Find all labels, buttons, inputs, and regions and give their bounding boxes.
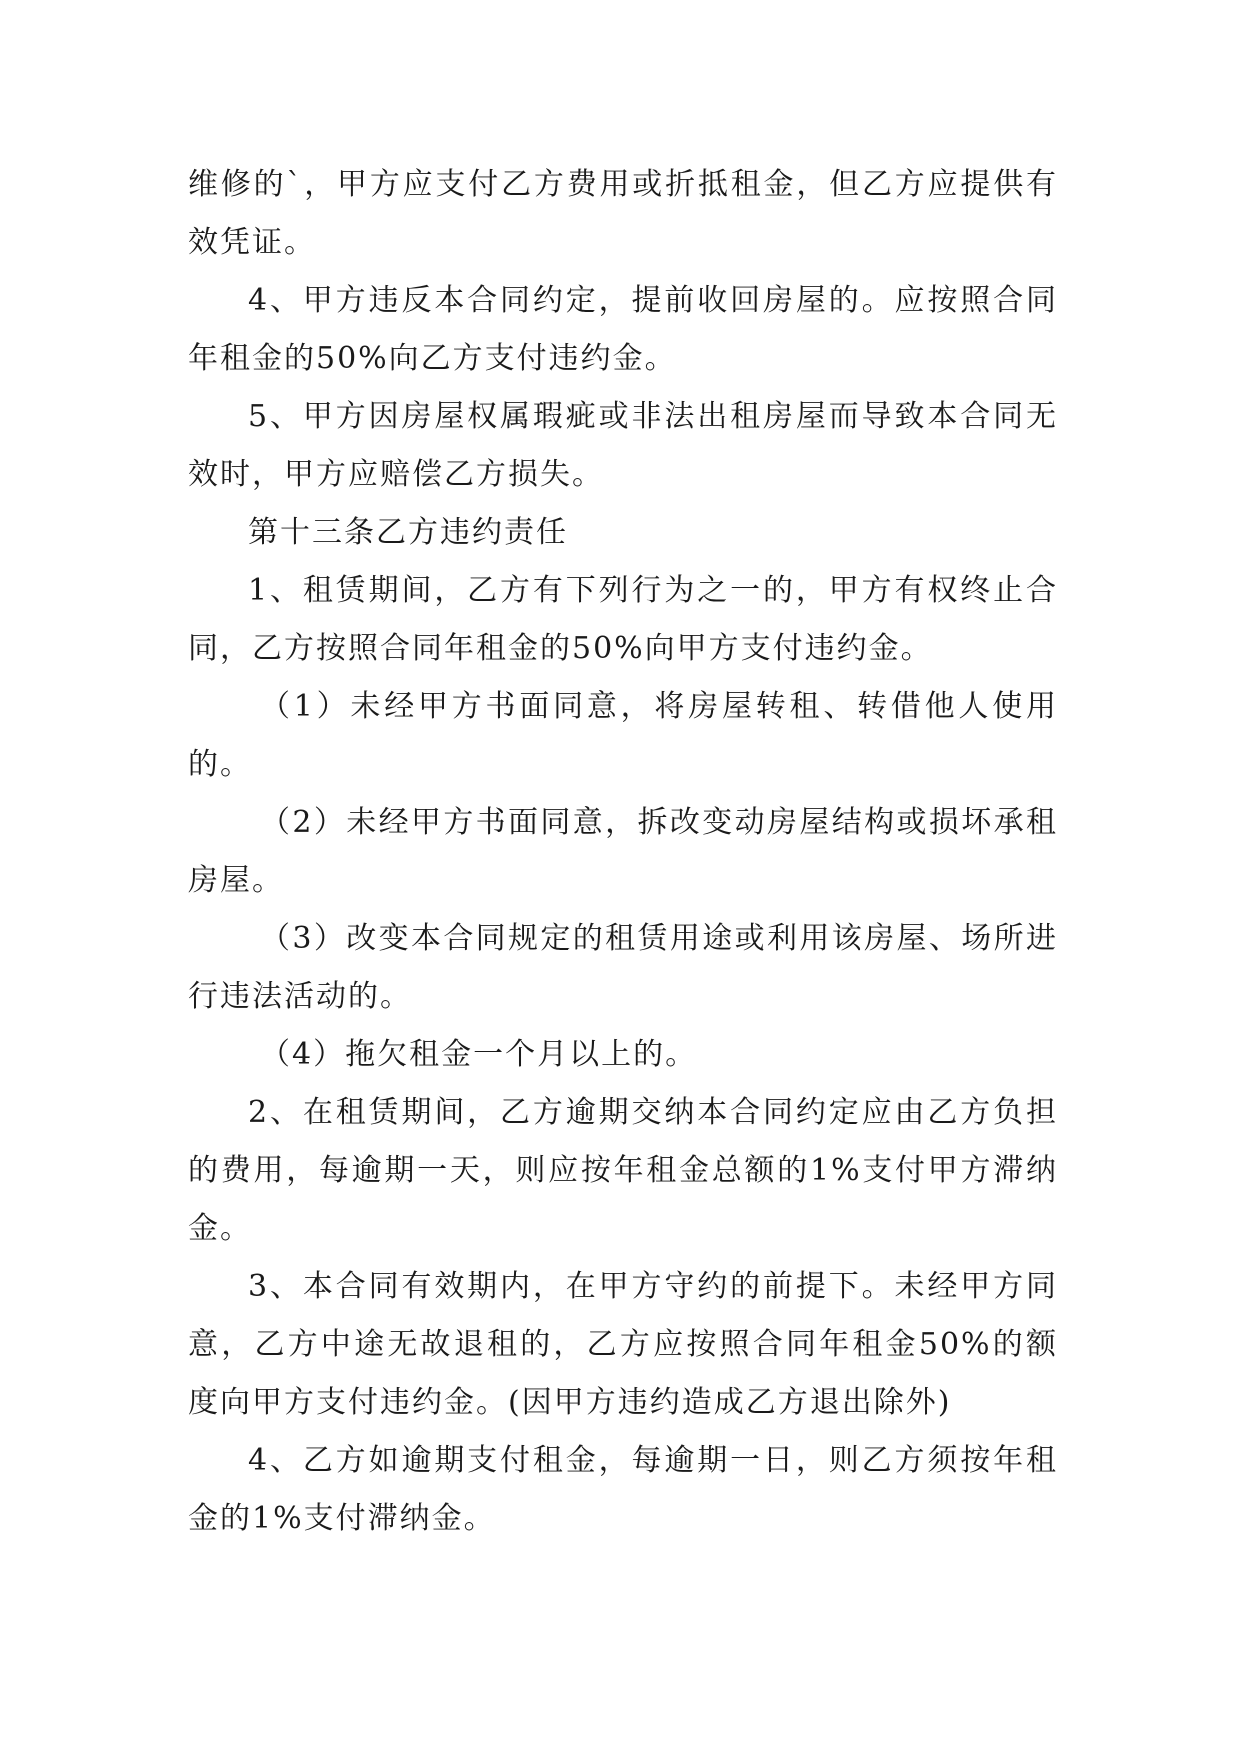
paragraph-late-fee-expenses: 2、在租赁期间，乙方逾期交纳本合同约定应由乙方负担的费用，每逾期一天，则应按年租金总额的1%支付甲方滞纳金。: [188, 1095, 1058, 1246]
paragraph-early-termination: 3、本合同有效期内，在甲方守约的前提下。未经甲方同意，乙方中途无故退租的，乙方应按照合同年租金50%的额度向甲方支付违约金。(因甲方违约造成乙方退出除外): [188, 1269, 1058, 1420]
list-item-change-use: （3）改变本合同规定的租赁用途或利用该房屋、场所进行违法活动的。: [188, 921, 1058, 1014]
document-body: [188, 156, 1058, 1548]
paragraph-lessor-title-defect: 5、甲方因房屋权属瑕疵或非法出租房屋而导致本合同无效时，甲方应赔偿乙方损失。: [188, 399, 1058, 492]
list-item-rent-arrears: （4）拖欠租金一个月以上的。: [260, 1037, 698, 1072]
paragraph-late-rent-penalty: 4、乙方如逾期支付租金，每逾期一日，则乙方须按年租金的1%支付滞纳金。: [188, 1443, 1058, 1536]
list-item-alter-structure: （2）未经甲方书面同意，拆改变动房屋结构或损坏承租房屋。: [188, 805, 1058, 898]
list-item-sublease: （1）未经甲方书面同意，将房屋转租、转借他人使用的。: [188, 689, 1058, 782]
paragraph-lessor-early-recovery: 4、甲方违反本合同约定，提前收回房屋的。应按照合同年租金的50%向乙方支付违约金。: [188, 283, 1058, 376]
section-heading-article-13: 第十三条乙方违约责任: [248, 515, 568, 550]
paragraph-repair-cost: 维修的`，甲方应支付乙方费用或折抵租金，但乙方应提供有效凭证。: [188, 167, 1058, 260]
paragraph-lessee-breach-terminate: 1、租赁期间，乙方有下列行为之一的，甲方有权终止合同，乙方按照合同年租金的50%向甲方支付违约金。: [188, 573, 1058, 666]
